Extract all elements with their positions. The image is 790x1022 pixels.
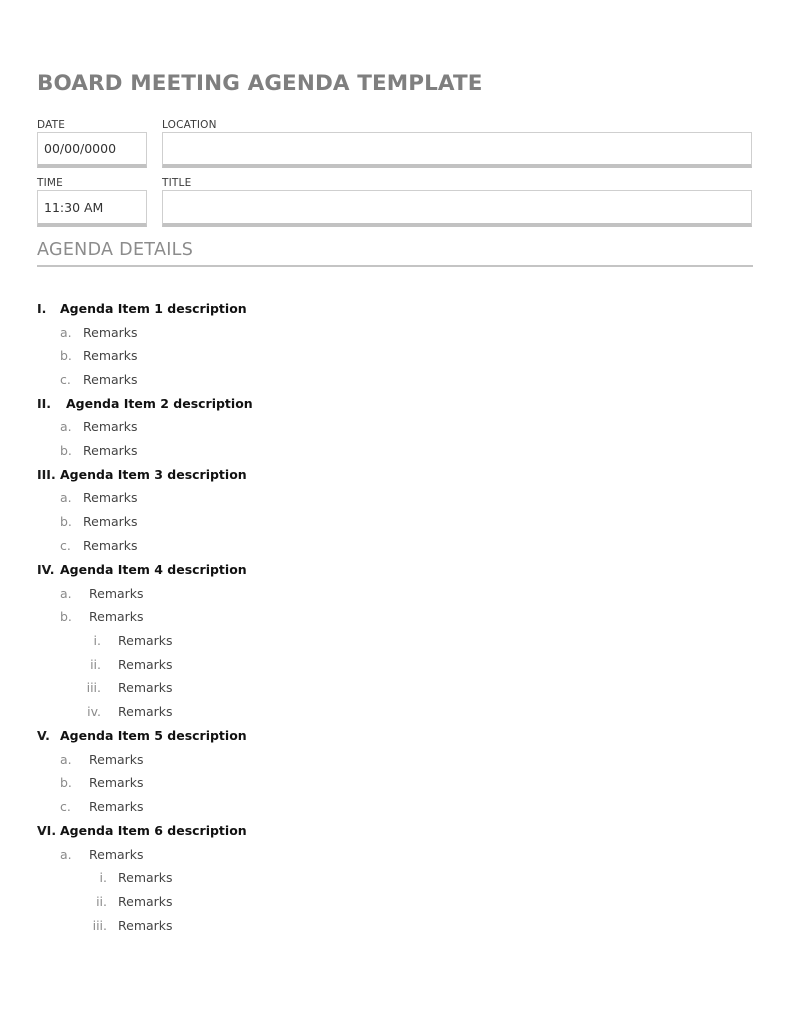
title-label: TITLE xyxy=(162,177,192,189)
remark-text: Remarks xyxy=(89,585,144,601)
subremark-marker: i. xyxy=(99,869,107,885)
remark-text: Remarks xyxy=(83,418,138,434)
subremark-text: Remarks xyxy=(118,656,173,672)
time-field[interactable]: 11:30 AM xyxy=(37,190,147,227)
remark-text: Remarks xyxy=(83,347,138,363)
remark-text: Remarks xyxy=(83,442,138,458)
remark-text: Remarks xyxy=(83,324,138,340)
item-numeral: I. xyxy=(37,300,47,316)
remark-marker: b. xyxy=(60,347,72,363)
remark-marker: b. xyxy=(60,608,72,624)
remark-marker: c. xyxy=(60,537,71,553)
remark-text: Remarks xyxy=(89,751,144,767)
date-field[interactable]: 00/00/0000 xyxy=(37,132,147,168)
remark-marker: a. xyxy=(60,418,72,434)
date-label: DATE xyxy=(37,119,66,131)
section-divider xyxy=(37,265,753,267)
location-field[interactable] xyxy=(162,132,752,168)
remark-marker: c. xyxy=(60,371,71,387)
subremark-text: Remarks xyxy=(118,632,173,648)
remark-text: Remarks xyxy=(83,537,138,553)
item-numeral: III. xyxy=(37,466,56,482)
item-numeral: II. xyxy=(37,395,52,411)
remark-marker: b. xyxy=(60,442,72,458)
title-field[interactable] xyxy=(162,190,752,227)
remark-text: Remarks xyxy=(89,846,144,862)
item-label: Agenda Item 2 description xyxy=(66,395,253,411)
subremark-text: Remarks xyxy=(118,869,173,885)
remark-marker: a. xyxy=(60,324,72,340)
remark-marker: a. xyxy=(60,751,72,767)
subremark-marker: ii. xyxy=(90,656,101,672)
remark-text: Remarks xyxy=(89,608,144,624)
remark-text: Remarks xyxy=(83,513,138,529)
item-label: Agenda Item 6 description xyxy=(60,822,247,838)
item-numeral: IV. xyxy=(37,561,55,577)
section-heading: AGENDA DETAILS xyxy=(37,240,194,260)
remark-marker: c. xyxy=(60,798,71,814)
remark-marker: b. xyxy=(60,774,72,790)
subremark-text: Remarks xyxy=(118,679,173,695)
item-label: Agenda Item 3 description xyxy=(60,466,247,482)
remark-marker: a. xyxy=(60,846,72,862)
subremark-marker: iii. xyxy=(86,679,101,695)
subremark-marker: iii. xyxy=(92,917,107,933)
remark-text: Remarks xyxy=(83,489,138,505)
item-label: Agenda Item 4 description xyxy=(60,561,247,577)
time-label: TIME xyxy=(37,177,64,189)
remark-marker: b. xyxy=(60,513,72,529)
subremark-text: Remarks xyxy=(118,703,173,719)
remark-text: Remarks xyxy=(89,798,144,814)
page-title: BOARD MEETING AGENDA TEMPLATE xyxy=(37,71,483,96)
item-numeral: VI. xyxy=(37,822,57,838)
subremark-text: Remarks xyxy=(118,893,173,909)
subremark-marker: iv. xyxy=(87,703,101,719)
subremark-marker: i. xyxy=(93,632,101,648)
location-label: LOCATION xyxy=(162,119,217,131)
item-label: Agenda Item 5 description xyxy=(60,727,247,743)
remark-text: Remarks xyxy=(83,371,138,387)
subremark-text: Remarks xyxy=(118,917,173,933)
subremark-marker: ii. xyxy=(96,893,107,909)
item-numeral: V. xyxy=(37,727,50,743)
remark-marker: a. xyxy=(60,489,72,505)
remark-marker: a. xyxy=(60,585,72,601)
item-label: Agenda Item 1 description xyxy=(60,300,247,316)
remark-text: Remarks xyxy=(89,774,144,790)
